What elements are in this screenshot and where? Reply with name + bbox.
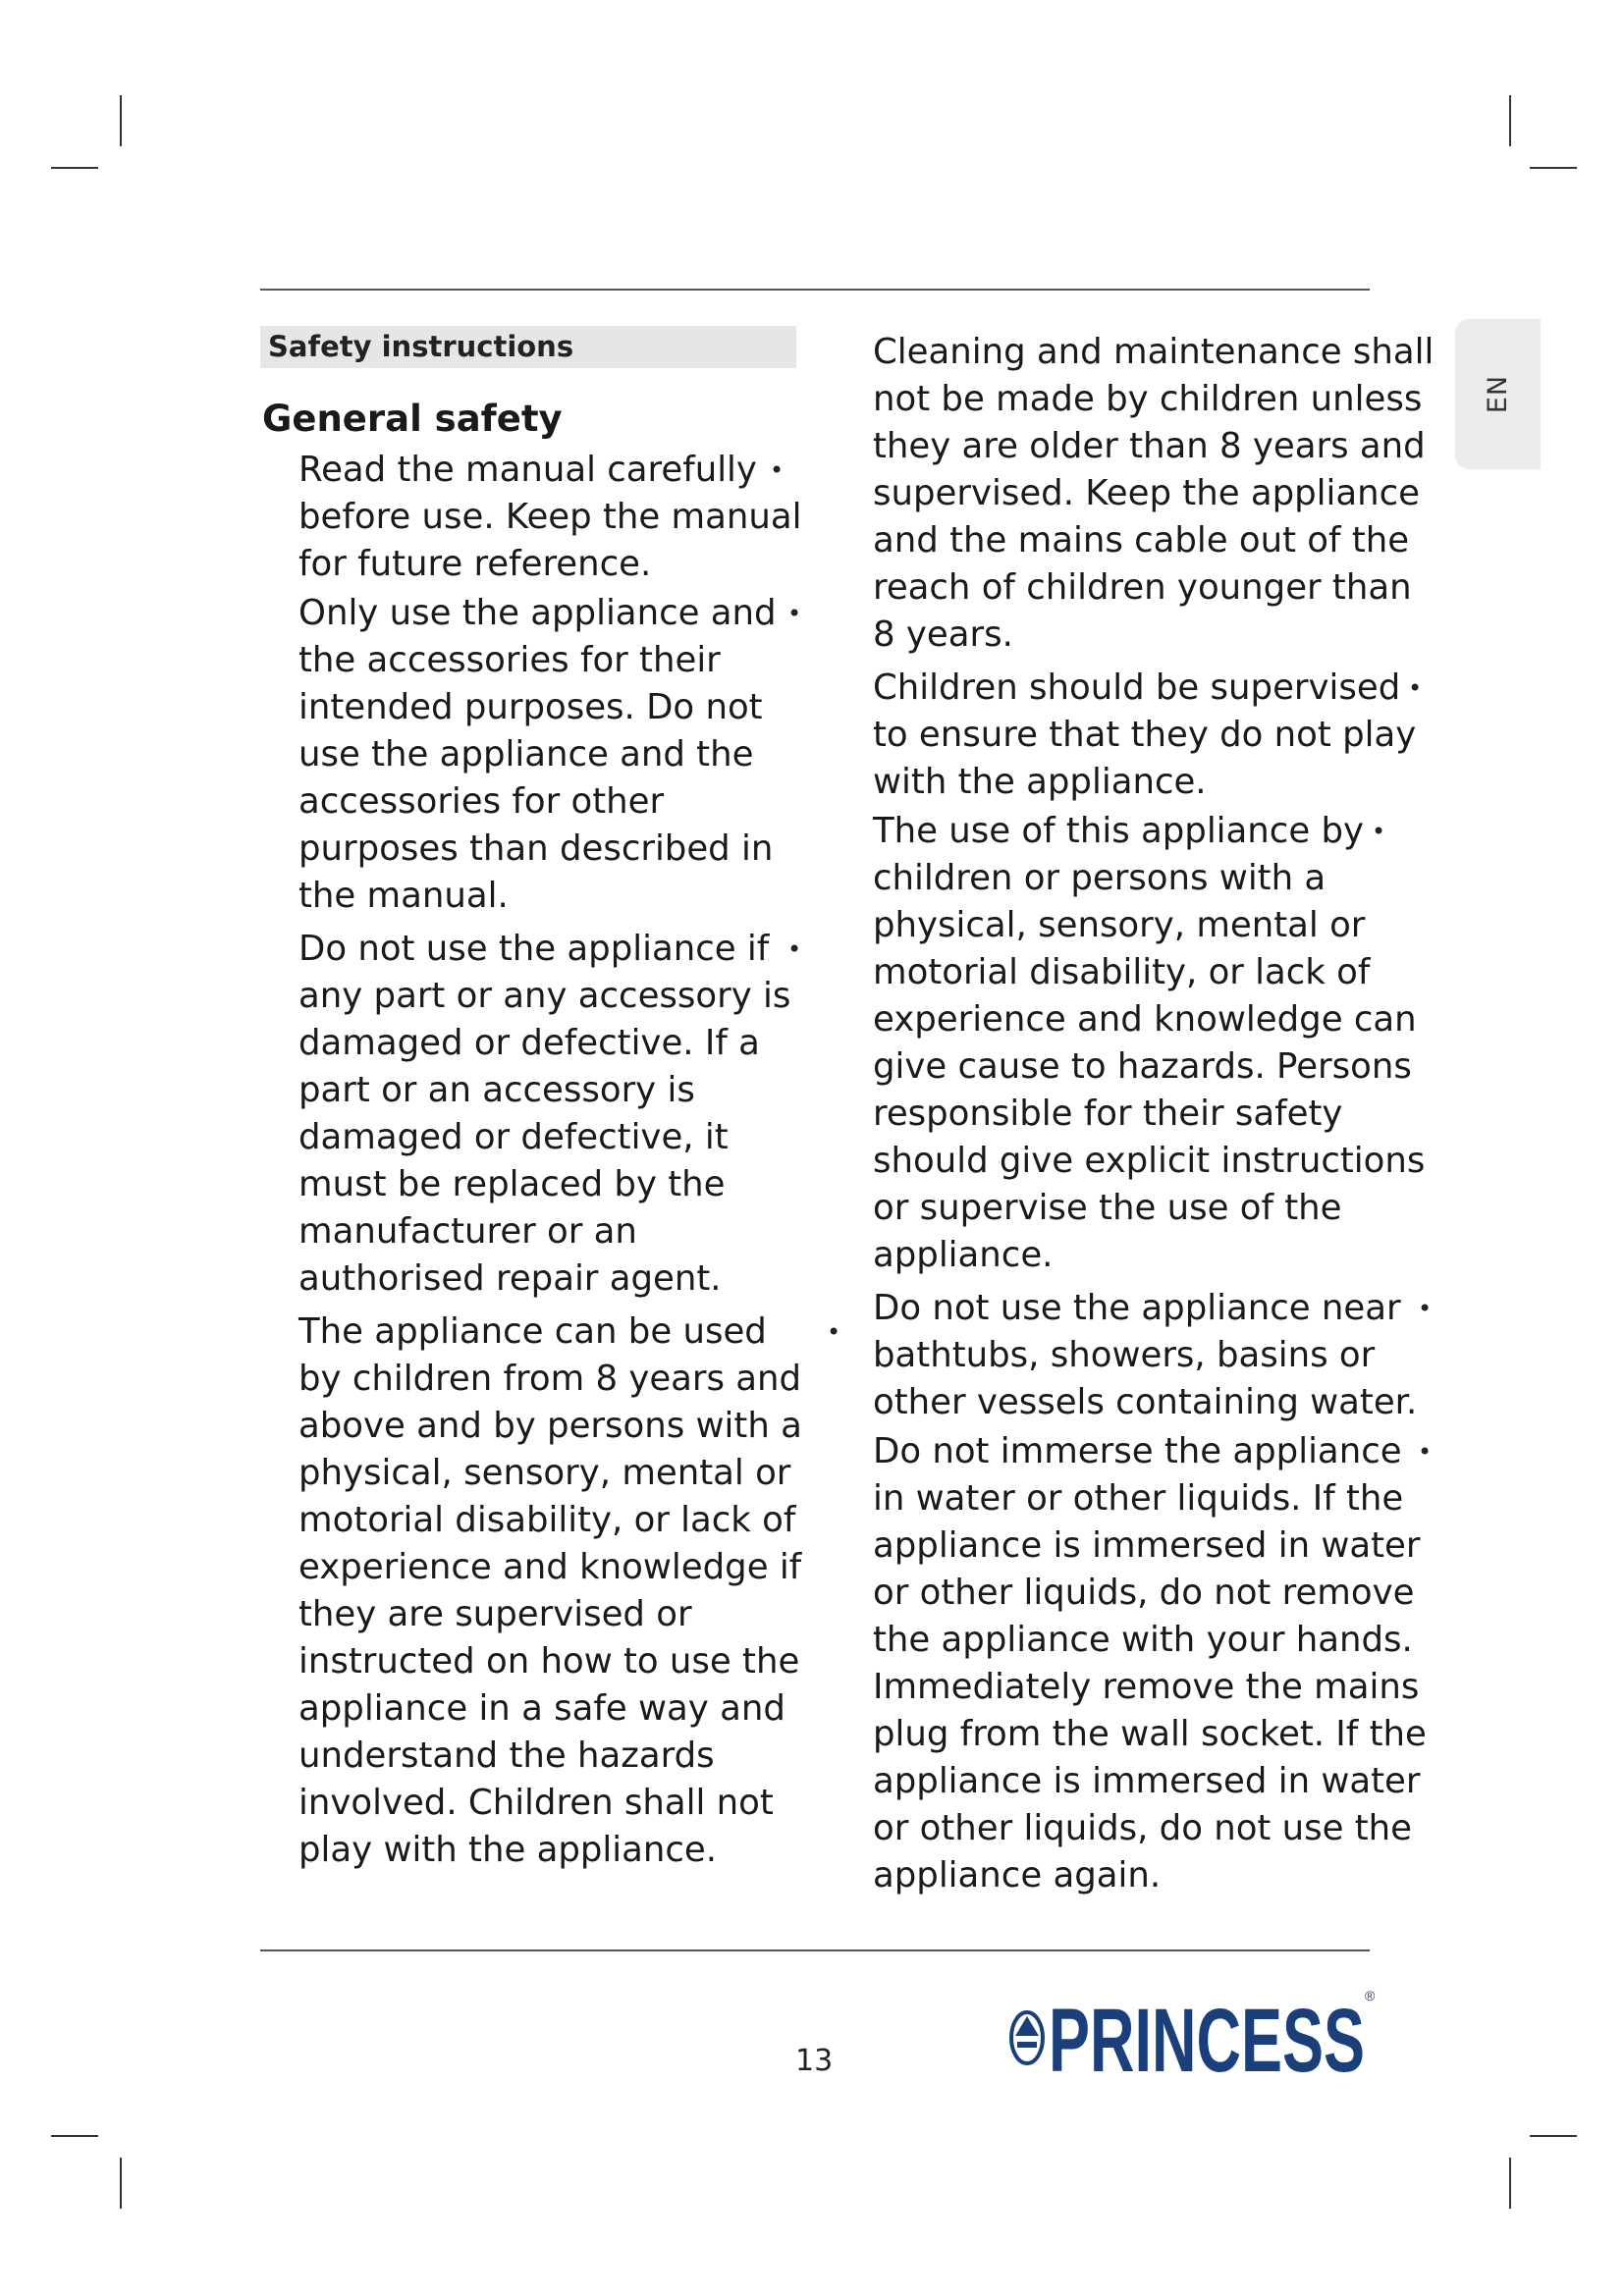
list-item-text: Do not use the appliance if any part or any accessory is damaged or defective. If a part or an accessory is damaged or defective, it must be replaced by the manufacturer or an authorised repair agent. bbox=[298, 929, 791, 1299]
list-item-text: The appliance can be used by children from 8 years and above and by persons with a physical, sensory, mental or motorial disability, or lack of experience and knowledge if they are supervised or instructed on how to use the appliance in a safe way and understand the hazards involved. Children shall not play with the appliance. bbox=[298, 1311, 802, 1870]
crop-mark bbox=[1509, 95, 1511, 146]
bottom-rule bbox=[260, 1949, 1370, 1951]
language-tab bbox=[1455, 319, 1541, 469]
section-label: Safety instructions bbox=[260, 326, 796, 368]
crown-icon bbox=[1011, 2012, 1043, 2063]
bullet-icon: • bbox=[827, 1318, 841, 1346]
princess-logo bbox=[1003, 1981, 1375, 2079]
list-item bbox=[873, 1428, 1442, 1899]
crop-mark bbox=[51, 2135, 98, 2137]
crop-mark bbox=[120, 2158, 122, 2209]
list-item-text: Do not use the appliance near bathtubs, showers, basins or other vessels containing water. bbox=[873, 1288, 1418, 1422]
left-column bbox=[298, 447, 841, 1874]
list-item-text: Only use the appliance and the accessories for their intended purposes. Do not use the appliance and the accessories for other purposes than described in the manual. bbox=[298, 593, 777, 916]
list-item-text: The use of this appliance by children or persons with a physical, sensory, mental or motorial disability, or lack of experience and knowledge can give cause to hazards. Persons responsible for their safety should give explicit instructions or supervise the use of the appliance. bbox=[873, 811, 1426, 1275]
list-item bbox=[298, 926, 819, 1308]
bullet-icon: • bbox=[1408, 674, 1423, 702]
bullet-icon: • bbox=[770, 456, 785, 484]
crop-mark bbox=[51, 167, 98, 169]
list-item bbox=[873, 329, 1442, 665]
language-tab-label: EN bbox=[1482, 374, 1513, 414]
bullet-icon: • bbox=[787, 935, 802, 963]
bullet-icon: • bbox=[1418, 1295, 1433, 1322]
page-heading: General safety bbox=[262, 398, 563, 440]
list-item bbox=[298, 447, 819, 590]
list-item-text: Cleaning and maintenance shall not be made by children unless they are older than 8 years and supervised. Keep the appliance and the mains cable out of the reach of children younger than 8 years. bbox=[873, 332, 1435, 655]
top-rule bbox=[260, 289, 1370, 291]
crop-mark bbox=[120, 95, 122, 146]
list-item bbox=[873, 665, 1442, 808]
list-item-text: Read the manual carefully before use. Keep the manual for future reference. bbox=[298, 450, 802, 584]
crop-mark bbox=[1509, 2158, 1511, 2209]
registered-mark: ® bbox=[1365, 1988, 1375, 2003]
list-item bbox=[873, 1285, 1442, 1428]
bullet-icon: • bbox=[787, 600, 802, 627]
brand-wordmark: PRINCESS bbox=[1049, 1991, 1365, 2079]
list-item-text: Do not immerse the appliance in water or other liquids. If the appliance is immersed in water or other liquids, do not remove the appliance with your hands. Immediately remove the mains plug from the wall socket. If the appliance is immersed in water or other liquids, do not use the appliance again. bbox=[873, 1431, 1427, 1896]
list-item bbox=[298, 1308, 841, 1874]
bullet-icon: • bbox=[1418, 1438, 1433, 1466]
list-item bbox=[873, 808, 1442, 1285]
crop-mark bbox=[1530, 2135, 1577, 2137]
bullet-icon: • bbox=[1372, 818, 1386, 845]
list-item-text: Children should be supervised to ensure that they do not play with the appliance. bbox=[873, 667, 1417, 802]
page-number: 13 bbox=[795, 2044, 834, 2078]
right-column bbox=[873, 329, 1442, 1899]
list-item bbox=[298, 590, 819, 926]
crop-mark bbox=[1530, 167, 1577, 169]
